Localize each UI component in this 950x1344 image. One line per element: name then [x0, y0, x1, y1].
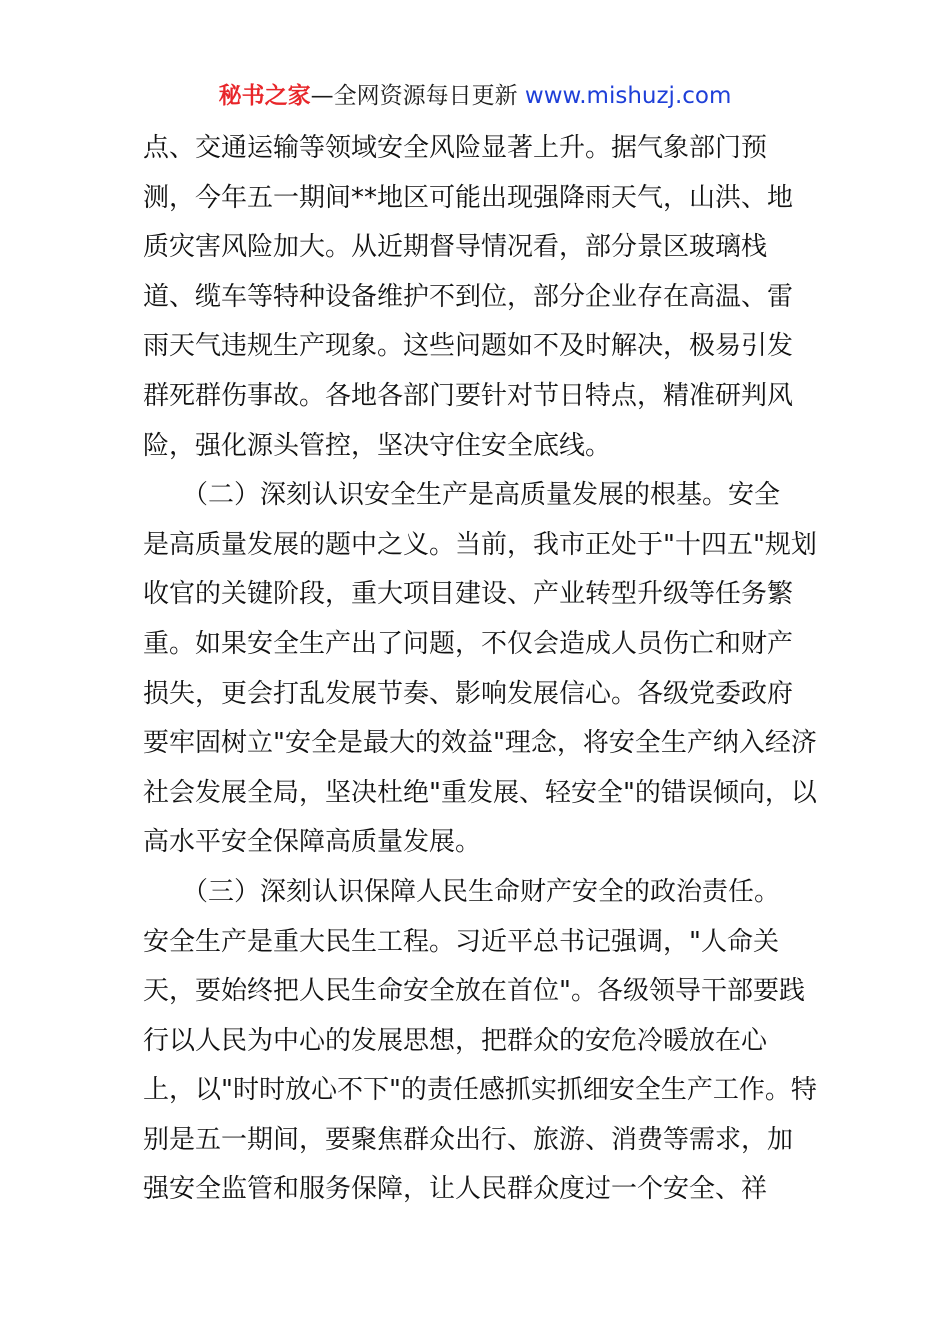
text-line: （二）深刻认识安全生产是高质量发展的根基。安全: [143, 480, 781, 511]
text-line: 上，以"时时放心不下"的责任感抓实抓细安全生产工作。特: [143, 1075, 817, 1106]
text-line: 质灾害风险加大。从近期督导情况看，部分景区玻璃栈: [143, 232, 768, 263]
site-tagline: —全网资源每日更新: [310, 83, 518, 109]
text-line: 群死群伤事故。各地各部门要针对节日特点，精准研判风: [143, 380, 794, 411]
text-line: 重。如果安全生产出了问题，不仅会造成人员伤亡和财产: [143, 628, 794, 659]
text-line: 点、交通运输等领域安全风险显著上升。据气象部门预: [143, 133, 768, 163]
text-line: 测，今年五一期间**地区可能出现强降雨天气，山洪、地: [143, 182, 794, 213]
document-body: [143, 124, 817, 1215]
site-url-link[interactable]: www.mishuzj.com: [524, 83, 732, 109]
site-header: [0, 80, 950, 112]
text-line: 安全生产是重大民生工程。习近平总书记强调，"人命关: [143, 926, 779, 957]
text-line: 天，要始终把人民生命安全放在首位"。各级领导干部要践: [143, 976, 805, 1007]
text-line: 险，强化源头管控，坚决守住安全底线。: [143, 430, 612, 461]
text-line: 收官的关键阶段，重大项目建设、产业转型升级等任务繁: [143, 579, 794, 610]
text-line: 强安全监管和服务保障，让人民群众度过一个安全、祥: [143, 1174, 768, 1205]
text-line: 雨天气违规生产现象。这些问题如不及时解决，极易引发: [143, 331, 794, 362]
text-line: 损失，更会打乱发展节奏、影响发展信心。各级党委政府: [143, 678, 794, 709]
text-line: 高水平安全保障高质量发展。: [143, 827, 482, 858]
text-line: 道、缆车等特种设备维护不到位，部分企业存在高温、雷: [143, 281, 794, 312]
text-line: 行以人民为中心的发展思想，把群众的安危冷暖放在心: [143, 1025, 768, 1056]
site-brand: 秘书之家: [218, 83, 311, 109]
text-line: 社会发展全局，坚决杜绝"重发展、轻安全"的错误倾向，以: [143, 777, 817, 808]
text-line: （三）深刻认识保障人民生命财产安全的政治责任。: [143, 876, 781, 907]
text-line: 是高质量发展的题中之义。当前，我市正处于"十四五"规划: [143, 529, 817, 560]
text-line: 要牢固树立"安全是最大的效益"理念，将安全生产纳入经济: [143, 728, 817, 759]
text-line: 别是五一期间，要聚焦群众出行、旅游、消费等需求，加: [143, 1124, 794, 1155]
